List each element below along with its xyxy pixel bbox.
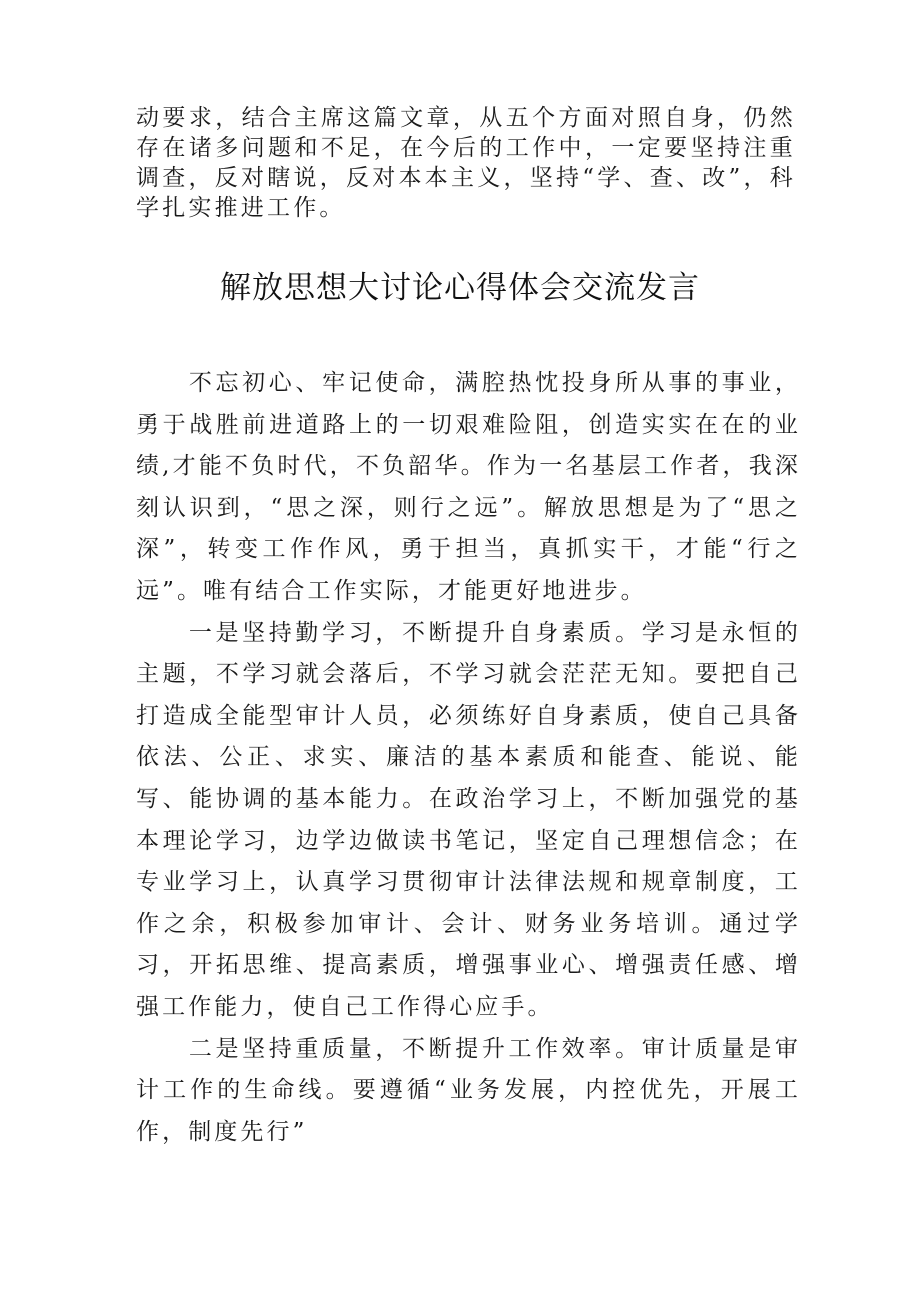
document-body: [136, 363, 801, 1153]
paragraph-point-two: 二是坚持重质量，不断提升工作效率。审计质量是审计工作的生命线。要遵循“业务发展，内控优先，开展工作，制度先行”: [136, 1035, 801, 1145]
continuation-paragraph: 动要求，结合主席这篇文章，从五个方面对照自身，仍然存在诸多问题和不足，在今后的工作中，一定要坚持注重调查，反对瞎说，反对本本主义，坚持“学、查、改”，科学扎实推进工作。: [136, 105, 796, 221]
paragraph-point-one: 一是坚持勤学习，不断提升自身素质。学习是永恒的主题，不学习就会落后，不学习就会茫茫无知。要把自己打造成全能型审计人员，必须练好自身素质，使自己具备依法、公正、求实、廉洁的基本素质和能查、能说、能写、能协调的基本能力。在政治学习上，不断加强党的基本理论学习，边学边做读书笔记，坚定自己理想信念；在专业学习上，认真学习贯彻审计法律法规和规章制度，工作之余，积极参加审计、会计、财务业务培训。通过学习，开拓思维、提高素质，增强事业心、增强责任感、增强工作能力，使自己工作得心应手。: [136, 619, 801, 1020]
paragraph-intro: 不忘初心、牢记使命，满腔热忱投身所从事的事业，勇于战胜前进道路上的一切艰难险阻，创造实实在在的业绩,才能不负时代，不负韶华。作为一名基层工作者，我深刻认识到，“思之深，则行之远”。解放思想是为了“思之深”，转变工作作风，勇于担当，真抓实干，才能“行之远”。唯有结合工作实际，才能更好地进步。: [136, 370, 801, 604]
document-title: 解放思想大讨论心得体会交流发言: [220, 270, 700, 306]
